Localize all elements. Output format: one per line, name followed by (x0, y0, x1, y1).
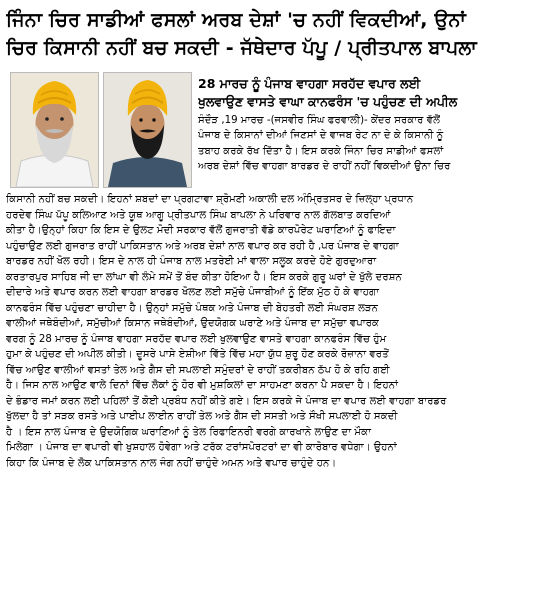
article-line: ਵਿੱਚ ਆਉਣ ਵਾਲੀਆਂ ਵਸਤਾਂ ਤੇਲ ਅਤੇ ਗੈਸ ਦੀ ਸਪਲਾਈ ਸਮੁੰਦਰਾਂ ਦੇ ਰਾਹੀਂ ਤਕਰੀਬਨ ਠੱਪ ਹੋ ਕੇ ਰਹਿ ਗਈ (6, 364, 390, 376)
article-line: ਹੈ। ਜਿਸ ਨਾਲ ਆਉਣ ਵਾਲੇ ਦਿਨਾਂ ਵਿੱਚ ਲੋਕਾਂ ਨੂੰ ਹੋਰ ਵੀ ਮੁਸ਼ਕਿਲਾਂ ਦਾ ਸਾਹਮਣਾ ਕਰਨਾ ਪੈ ਸਕਦਾ ਹੈ। ਇਹਨਾਂ (6, 380, 399, 391)
article-line: ਕਿਸਾਨੀ ਨਹੀਂ ਬਚ ਸਕਦੀ। ਇਹਨਾਂ ਸ਼ਬਦਾਂ ਦਾ ਪ੍ਰਗਟਾਵਾ ਸ਼੍ਰੋਮਣੀ ਅਕਾਲੀ ਦਲ ਅੰਮ੍ਰਿਤਸਰ ਦੇ ਜ਼ਿਲ੍ਹਾ ਪ੍ਰਧਾਨ (6, 194, 414, 205)
portrait-photos (10, 72, 192, 188)
headline (6, 6, 543, 62)
article-line: ਕਾਨਫਰੰਸ ਵਿੱਚ ਪਹੁੰਚਣਾ ਚਾਹੀਦਾ ਹੈ। ਉਨ੍ਹਾਂ ਸਮੁੱਚੇ ਪੰਥਕ ਅਤੇ ਪੰਜਾਬ ਦੀ ਬੇਹਤਰੀ ਲਈ ਸੰਘਰਸ਼ ਲੜਨ (6, 302, 378, 314)
article-line: ਦੀਦਾਰੇ ਅਤੇ ਵਪਾਰ ਕਰਨ ਲਈ ਵਾਹਗਾ ਬਾਰਡਰ ਖੋਲਣ ਲਈ ਸਮੁੱਚੇ ਪੰਜਾਬੀਆਂ ਨੂੰ ਇੱਕ ਮੁੱਠ ਹੋ ਕੇ ਵਾਹਗਾ (6, 287, 380, 298)
article-line: ਕੀਤਾ ਹੈ।ਉਨ੍ਹਾਂ ਕਿਹਾ ਕਿ ਇਸ ਦੇ ਉਲਟ ਮੋਦੀ ਸਰਕਾਰ ਵੱਲੋਂ ਗੁਜਰਾਤੀ ਵੱਡੇ ਕਾਰਪੋਰੇਟ ਘਰਾਣਿਆਂ ਨੂੰ ਫਾਇਦਾ (6, 225, 396, 236)
subheadline-line-1: 28 ਮਾਰਚ ਨੂੰ ਪੰਜਾਬ ਵਾਹਗਾ ਸਰਹੱਦ ਵਪਾਰ ਲਈ (198, 76, 421, 91)
article-line: ਪਹੁੰਚਾਉਣ ਲਈ ਗੁਜਰਾਤ ਰਾਹੀਂ ਪਾਕਿਸਤਾਨ ਅਤੇ ਅਰਬ ਦੇਸ਼ਾਂ ਨਾਲ ਵਪਾਰ ਕਰ ਰਹੀ ਹੈ ,ਪਰ ਪੰਜਾਬ ਦੇ ਵਾਹਗਾ (6, 240, 399, 252)
article-body-column (198, 113, 543, 175)
headline-line-1: ਜਿੰਨਾ ਚਿਰ ਸਾਡੀਆਂ ਫਸਲਾਂ ਅਰਬ ਦੇਸ਼ਾਂ 'ਚ ਨਹੀਂ ਵਿਕਦੀਆਂ, ਉਨਾਂ (6, 9, 466, 31)
article-line: ਸੰਦੌੜ ,19 ਮਾਰਚ -(ਜਸਵੀਰ ਸਿੰਘ ਫਰਵਾਲੀ)- ਕੇਂਦਰ ਸਰਕਾਰ ਵੱਲੋਂ (198, 115, 440, 126)
article-line: ਮਿਲੇਗਾ । ਪੰਜਾਬ ਦਾ ਵਪਾਰੀ ਵੀ ਖੁਸ਼ਹਾਲ ਹੋਵੇਗਾ ਅਤੇ ਟਰੱਕ ਟਰਾਂਸਪੋਰਟਰਾਂ ਦਾ ਵੀ ਕਾਰੋਬਾਰ ਵਧੇਗਾ। ਉਹਨਾਂ (6, 442, 397, 453)
photo-preetpal-bapla (103, 72, 192, 188)
subheadline-line-2: ਖੁਲਵਾਉਣ ਵਾਸਤੇ ਵਾਘਾ ਕਾਨਫਰੰਸ 'ਚ ਪਹੁੰਚਣ ਦੀ ਅਪੀਲ (198, 94, 458, 109)
article-line: ਹਰਦੇਵ ਸਿੰਘ ਪੱਪੂ ਕਲਿਆਣ ਅਤੇ ਯੂਥ ਆਗੂ ਪ੍ਰੀਤਪਾਲ ਸਿੰਘ ਬਾਪਲਾ ਨੇ ਪਰਿਵਾਰ ਨਾਲ ਗੱਲਬਾਤ ਕਰਦਿਆਂ (6, 209, 391, 221)
article-line: ਕਿਹਾ ਕਿ ਪੰਜਾਬ ਦੇ ਲੋਕ ਪਾਕਿਸਤਾਨ ਨਾਲ ਜੰਗ ਨਹੀਂ ਚਾਹੁੰਦੇ ਅਮਨ ਅਤੇ ਵਪਾਰ ਚਾਹੁੰਦੇ ਹਨ। (6, 457, 337, 469)
article-line: ਦੇ ਭੰਡਾਰ ਜਮਾਂ ਕਰਨ ਲਈ ਪਹਿਲਾਂ ਤੋਂ ਕੋਈ ਪ੍ਰਬੰਧ ਨਹੀਂ ਕੀਤੇ ਗਏ। ਇਸ ਕਰਕੇ ਜੇ ਪੰਜਾਬ ਦਾ ਵਪਾਰ ਲਈ ਵਾਹਗਾ ਬਾਰਡਰ (6, 395, 447, 407)
article-line: ਹੁਮਾ ਕੇ ਪਹੁੰਚਣ ਦੀ ਅਪੀਲ ਕੀਤੀ। ਦੂਸਰੇ ਪਾਸੇ ਏਸ਼ੀਆ ਵਿੱਤੇ ਵਿੱਚ ਮਹਾ ਯੁੱਧ ਸ਼ੁਰੂ ਹੋਣ ਕਰਕੇ ਰੋਜ਼ਾਨਾ ਵਰਤੋਂ (6, 349, 389, 360)
article-line: ਹੈ । ਇਸ ਨਾਲ ਪੰਜਾਬ ਦੇ ਉਦਯੋਗਿਕ ਘਰਾਣਿਆਂ ਨੂੰ ਤੇਲ ਰਿਫਾਇਨਰੀ ਵਰਗੇ ਕਾਰਖਾਨੇ ਲਾਉਣ ਦਾ ਮੌਕਾ (6, 426, 371, 438)
article-body-full (6, 192, 543, 471)
article-line: ਬਾਰਡਰ ਨਹੀਂ ਖੋਲ ਰਹੀ। ਇਸ ਦੇ ਨਾਲ ਹੀ ਪੰਜਾਬ ਨਾਲ ਮਤਰੇਈ ਮਾਂ ਵਾਲਾ ਸਲੂਕ ਕਰਦੇ ਹੋਏ ਗੁਰਦੁਆਰਾ (6, 256, 377, 267)
article-line: ਖੁੱਲਦਾ ਹੈ ਤਾਂ ਸੜਕ ਰਸਤੇ ਅਤੇ ਪਾਈਪ ਲਾਈਨ ਰਾਹੀਂ ਤੇਲ ਅਤੇ ਗੈਸ ਦੀ ਸਸਤੀ ਅਤੇ ਸੌਖੀ ਸਪਲਾਈ ਹੋ ਸਕਦੀ (6, 411, 398, 422)
article-line: ਕਰਤਾਰਪੁਰ ਸਾਹਿਬ ਜੀ ਦਾ ਲਾਂਘਾ ਵੀ ਲੰਮੇ ਸਮੇਂ ਤੋਂ ਬੰਦ ਕੀਤਾ ਹੋਇਆ ਹੈ। ਇਸ ਕਰਕੇ ਗੁਰੂ ਘਰਾਂ ਦੇ ਖੁੱਲੇ ਦਰਸ਼ਨ (6, 271, 402, 283)
subheadline (198, 75, 543, 111)
photo-jathedar-pappu (10, 72, 99, 188)
article-line: ਵਾਲੀਆਂ ਜਥੇਬੰਦੀਆਂ, ਸਮੁੱਚੀਆਂ ਕਿਸਾਨ ਜਥੇਬੰਦੀਆਂ, ਉਦਯੋਗਕ ਘਰਾਣੇ ਅਤੇ ਪੰਜਾਬ ਦਾ ਸਮੁੱਚਾ ਵਪਾਰਕ (6, 318, 379, 329)
headline-line-2: ਚਿਰ ਕਿਸਾਨੀ ਨਹੀਂ ਬਚ ਸਕਦੀ - ਜੱਥੇਦਾਰ ਪੱਪੂ / ਪ੍ਰੀਤਪਾਲ ਬਾਪਲਾ (6, 37, 477, 59)
article-line: ਤਬਾਹ ਕਰਕੇ ਰੱਖ ਦਿੱਤਾ ਹੈ। ਇਸ ਕਰਕੇ ਜਿੰਨਾ ਚਿਰ ਸਾਡੀਆਂ ਫਸਲਾਂ (198, 145, 444, 157)
article-line: ਪੰਜਾਬ ਦੇ ਕਿਸਾਨਾਂ ਦੀਆਂ ਜਿਣਸਾਂ ਦੇ ਵਾਜਬ ਰੇਟ ਨਾ ਦੇ ਕੇ ਕਿਸਾਨੀ ਨੂੰ (198, 130, 444, 142)
article-line: ਅਰਬ ਦੇਸ਼ਾਂ ਵਿੱਚ ਵਾਹਗਾ ਬਾਰਡਰ ਦੇ ਰਾਹੀਂ ਨਹੀਂ ਵਿਕਦੀਆਂ ਉਨਾ ਚਿਰ (198, 161, 451, 173)
article-line: ਵਰਗ ਨੂੰ 28 ਮਾਰਚ ਨੂੰ ਪੰਜਾਬ ਵਾਹਗਾ ਸਰਹੱਦ ਵਪਾਰ ਲਈ ਖੁਲਵਾਉਣ ਵਾਸਤੇ ਵਾਹਗਾ ਕਾਨਫਰੰਸ ਵਿੱਚ ਹੁੰਮ (6, 333, 387, 345)
